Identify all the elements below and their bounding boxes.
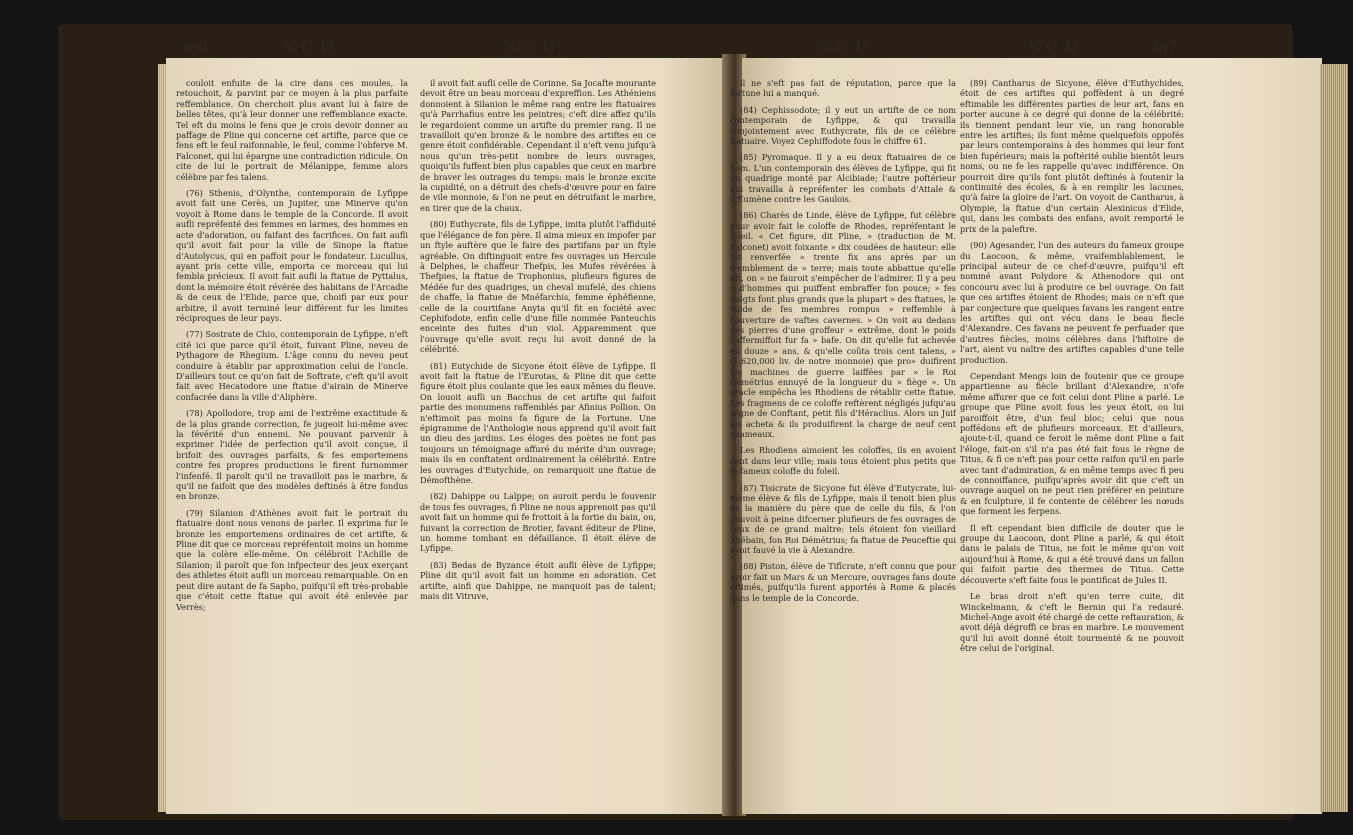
paragraph: (86) Charès de Linde, élève de Lyfippe, fut célèbre pour avoir fait le coloffe de Rhodes, repréfentant le foleil. « Cet figure, dit Pline, » (traduction de M. Falconet) avoit foixante » dix coudées de hauteur: elle fut renverfée » trente fix ans après par un tremblement de » terre; mais toute abbattue qu'elle eft, on » ne fauroit s'empêcher de l'admirer. Il y a peu » d'hommes qui puiffent embraffer fon pouce; » fes doigts font plus grands que la plupart » des ftatues, le vuide de fes membres rompus » reffemble à l'ouverture de vaftes cavernes. » On voit au dedans des pierres d'une groffeur » extrême, dont le poids l'affermiffoit fur fa » bafe. On dit qu'elle fut achevée en douze » ans, & qu'elle coûta trois cent talens, » (1,620,000 liv. de notre monnoie) que pro» duifirent les machines de guerre laiffées par » le Roi Démétrius ennuyé de la longueur du » fiège ». Un oracle empêcha les Rhodiens de rétablir cette ftatue. Les fragmens de ce coloffe reftèrent négligés jufqu'au règne de Conftant, petit fils d'Héraclius. Alors un Juif les acheta & ils produifirent la charge de neuf cent chameaux. [730, 210, 956, 439]
right-folio: 367 [1150, 40, 1177, 56]
paragraph: (88) Piston, élève de Tifîcrate, n'eft connu que pour avoir fait un Mars & un Mercure, ouvrages fans doute eftimés, puifqu'ils furent apportés à Rome & placés dans le temple de la Concorde. [730, 561, 956, 603]
paragraph: (78) Apollodore, trop ami de l'extrême exactitude & de la plus grande correction, fe jugeoit lui-même avec la févérité d'un ennemi. Ne pouvant parvenir à exprimer l'idée de perfection qu'il avoit conçue, il brifoit des ouvrages parfaits, & fes emportemens contre fes propres productions le firent furnommer l'infenfé. Il paroît qu'il ne travailloit pas le marbre, & qu'il ne faifoit que des modèles deftinés à être fondus en bronze. [176, 408, 408, 502]
right-page-column-2 [960, 78, 1184, 778]
paragraph: Les Rhodiens aimoient les coloffes, ils en avoient cent dans leur ville; mais tous étoient plus petits que le fameux coloffe du foleil. [730, 445, 956, 477]
left-page-column-2 [420, 78, 656, 778]
left-running-head-2: SCU [505, 38, 562, 58]
right-page-edges [1320, 64, 1348, 812]
paragraph: (76) Sthenis, d'Olynthe, contemporain de Lyfippe avoit fait une Cerès, un Jupiter, une Minerve qu'on voyoit à Rome dans le temple de la Concorde. Il avoit aufli repréfenté des femmes en larmes, des hommes en acte d'adoration, ou faifant des facrifices. On fait aufli qu'il avoit fait pour la ville de Sinope la ftatue d'Autolycus, qui en paffoit pour le fondateur. Lucullus, ayant pris cette ville, emporta ce morceau qui lui fembla précieux. Il avoit fait aufli la ftatue de Pyttalus, dont la mémoire étoit révérée des habitans de l'Arcadie & de ceux de l'Elide, parce que, choifi par eux pour arbitre, il avoit terminé leur différent fur les limites réciproques de leur pays. [176, 188, 408, 323]
paragraph: (77) Sostrate de Chio, contemporain de Lyfippe, n'eft cité ici que parce qu'il étoit, fuivant Pline, neveu de Pythagore de Rhegium. L'âge connu du neveu peut conduire à établir par approximation celui de l'oncle. D'ailleurs tout ce qu'on fait de Softrate, c'eft qu'il avoit fait avec Hecatodore une ftatue d'airain de Minerve confacrée dans la ville d'Aliphère. [176, 329, 408, 402]
paragraph: (90) Agesander, l'un des auteurs du fameux groupe du Laocoon, & même, vraifemblablement, le principal auteur de ce chef-d'œuvre, puifqu'il eft nommé avant Polydore & Athenodore qui ont concouru avec lui à produire ce bel ouvrage. On fait que ces artiftes étoient de Rhodes; mais ce n'eft que par conjecture que quelques favans les rangent entre les artiftes qui ont vécu dans le beau fiecle d'Alexandre. Ces favans ne peuvent fe perfuader que d'autres fiècles, moins célèbres dans l'hiftoire de l'art, aient vu naître des artiftes capables d'une telle production. [960, 240, 1184, 365]
paragraph: (84) Cephissodote; il y eut un artifte de ce nom contemporain de Lyfippe, & qui travailla conjointement avec Euthycrate, fils de ce célèbre ftatuaire. Voyez Cephiffodote fous le chiffre 61. [730, 104, 956, 147]
right-page-column-1 [730, 78, 956, 778]
paragraph: (80) Euthycrate, fils de Lyfippe, imita plutôt l'affiduité que l'élégance de fon père. Il aima mieux en impofer par un ftyle auftère que le faire des partifans par un ftyle agréable. On diftinguoit entre fes ouvrages un Hercule à Delphes, le chaffeur Thefpis, les Mufes révérées à Thefpies, la ftatue de Trophonius, plufieurs figures de Médée fur des quadriges, un cheval mufelé, des chiens de chaffe, la ftatue de Mnéfarchis, femme éphéfienne, celle de la courtifane Anyta qu'il fit en fociété avec Cephifodote, enfin celle d'une fille nommée Panteuchis enceinte des fuites d'un viol. Apparemment que l'ouvrage qu'elle avoit reçu lui avoit donné de la célébrité. [420, 219, 656, 355]
paragraph: (81) Eutychide de Sicyone étoit élève de Lyfippe. Il avoit fait la ftatue de l'Eurotas, & Pline dit que cette figure étoit plus coulante que les eaux mêmes du fleuve. On louoit aufli un Bacchus de cet artifte qui faifoit partie des monumens raffemblés par Afinius Pollion. On n'eftimoit pas moins fa figure de la Fortune. Une épigramme de l'Anthologie nous apprend qu'il avoit fait un dieu des jardins. Les éloges des poètes ne font pas toujours un témoignage affuré du mérite d'un ouvrage; mais ils en conftatent ordinairement la célébrité. Entre les ouvrages d'Eutychide, on remarquoit une ftatue de Démofthène. [420, 360, 656, 486]
right-running-head-2: SCU [1028, 38, 1085, 58]
paragraph: (85) Pyromaque. Il y a eu deux ftatuaires de ce nom. L'un contemporain des élèves de Lyfippe, qui fit un quadrige monté par Alcibiade; l'autre poftérieur qui travailla à repréfenter les combats d'Attale & d'Eumène contre les Gaulois. [730, 152, 956, 205]
left-folio: 366 [180, 40, 207, 56]
paragraph: il ne s'eft pas fait de réputation, parce que la fortune lui a manqué. [730, 78, 956, 99]
left-running-head-1: SCU [283, 38, 340, 58]
paragraph: couloit enfuite de la cire dans ces moules, la retouchoit, & parvint par ce moyen à la plus parfaite reffemblance. On cherchoit plus avant lui à faire de belles têtes, qu'à leur donner une reffemblance exacte. Tel eft du moins le fens que je crois devoir donner au paffage de Pline qui concerne cet artifte, parce que ce fens eft le feul raifonnable, le feul, comme l'obferve M. Falconet, qui lui épargne une contradiction ridicule. On cite de lui le portrait de Mélanippe, femme alors célèbre par fes talens. [176, 78, 408, 182]
paragraph: Il eft cependant bien difficile de douter que le groupe du Laocoon, dont Pline a parlé, & qui étoit dans le palais de Titus, ne foit le même qu'on voit aujourd'hui à Rome, & qui a été trouvé dans un fallon qui faifoit partie des thermes de Titus. Cette découverte s'eft faite fous le pontificat de Jules II. [960, 522, 1184, 585]
paragraph: (79) Silanion d'Athènes avoit fait le portrait du ftatuaire dont nous venons de parler. Il exprima fur le bronze les emportemens ordinaires de cet artifte, & Pline dit que ce morceau repréfentoit moins un homme que la colère elle-même. On célébroit l'Achille de Silanion; il paroît que fon infpecteur des jeux exerçant des athletes étoit aufli un morceau remarquable. On en peut dire autant de fa Sapho, puifqu'il eft très-probable que c'étoit cette ftatue qui avoit été enlevée par Verrès; [176, 507, 408, 612]
paragraph: (82) Dahippe ou Laïppe; on auroit perdu le fouvenir de tous fes ouvrages, fi Pline ne nous apprenoit pas qu'il avoit fait un homme qui fe frottoit à la fortie du bain, ou, fuivant la correction de Brotier, favant éditeur de Pline, un homme tombant en défaillance. Il étoit élève de Lyfippe. [420, 491, 656, 554]
right-running-head-1: SCU [818, 38, 875, 58]
paragraph: (83) Bedas de Byzance étoit aufli élève de Lyfippe; Pline dit qu'il avoit fait un homme en adoration. Cet artifte, ainfi que Dahippe, ne manquoit pas de talent; mais dit Vitruve, [420, 559, 656, 602]
paragraph: Cependant Mengs loin de foutenir que ce groupe appartienne au fiècle brillant d'Alexandre, n'ofe même affurer que ce foit celui dont Pline a parlé. Le groupe que Pline avoit fous les yeux étoit, ou lui paroiffoit être, d'un feul bloc; celui que nous poffédons eft de plufieurs morceaux. Et d'ailleurs, ajoute-t-il, quand ce feroit le même dont Pline a fait l'éloge, fait-on s'il n'a pas été fait fous le règne de Titus, & fi ce n'eft pas pour cette raifon qu'il en parle avec tant d'admiration, & en même temps avec fi peu de connoiffance, puifqu'après avoir dit que c'eft un ouvrage auquel on ne peut rien préférer en peinture & en fculpture, il fe contente de célébrer les nœuds que forment les ferpens. [960, 370, 1184, 517]
paragraph: (87) Tisicrate de Sicyone fut élève d'Eutycrate, lui-même élève & fils de Lyfippe, mais il tenoit bien plus de la manière du père que de celle du fils, & l'on pouvoit à peine difcerner plufieurs de fes ouvrages de ceux de ce grand maître: tels étoient fon vieillard Thébain, fon Roi Démétrius; fa ftatue de Peuceftie qui avoit fauvé la vie à Alexandre. [730, 482, 956, 556]
paragraph: (89) Cantharus de Sicyone, élève d'Euthychides, étoit de ces artiftes qui poffèdent à un degré eftimable les différentes parties de leur art, fans en porter aucune à ce degré qui donne de la célébrité: ils tiennent pendant leur vie, un rang honorable entre les artiftes; ils font même quelquefois oppofés par leurs contemporains à des hommes qui leur font bien fupérieurs; mais la poftérité oublie bientôt leurs noms, ou ne fe les rappelle qu'avec indifférence. On pourroit dire qu'ils font plutôt deftinés à foutenir la continuité des écoles, & à en remplir les lacunes, qu'à faire la gloire de l'art. On voyoit de Cantharus, à Olympie, la ftatue d'un certain Alexinicus d'Elide, qui, dans les combats des enfans, avoit remporté le prix de la paleftre. [960, 78, 1184, 234]
left-page-column-1 [176, 78, 408, 778]
paragraph: il avoit fait aufli celle de Corinne. Sa Jocafte mourante devoit être un beau morceau d'expreffion. Les Athéniens donnoient à Silanion le même rang entre les ftatuaires qu'à Parrhafius entre les peintres; c'eft dire affez qu'ils le regardoient comme un artifte du premier rang. Il ne travailloit qu'en bronze & le nombre des artiftes en ce genre étoit confidérable. Cependant il n'eft venu jufqu'à nous qu'un très-petit nombre de leurs ouvrages, quoiqu'ils fuffent bien plus capables que ceux en marbre de braver les outrages du temps: mais le bronze excite la cupidité, on a détruit des chefs-d'œuvre pour en faire de vile monnoie, & l'on ne peut en détruifant le marbre, en tirer que de la chaux. [420, 78, 656, 213]
paragraph: Le bras droit n'eft qu'en terre cuite, dit Winckelmann, & c'eft le Bernin qui l'a redauré. Michel-Ange avoit été chargé de cette reftauration, & avoit déjà dégroffi ce bras en marbre. Le mouvement qu'il lui avoit donné étoit tourmenté & ne pouvoit être celui de l'original. [960, 591, 1184, 654]
